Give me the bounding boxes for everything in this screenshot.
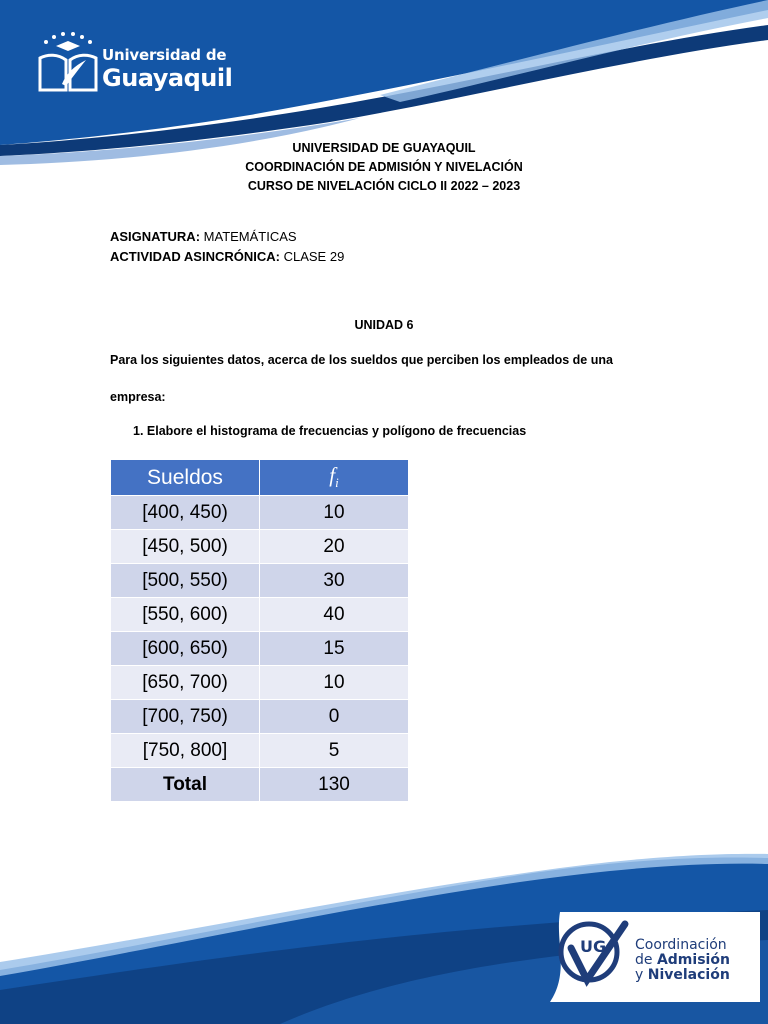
subject-label: ASIGNATURA: (110, 229, 201, 244)
document-header (0, 139, 768, 196)
logo-text-line2: Guayaquil (102, 64, 233, 92)
logo-text-line1: Universidad de (102, 46, 227, 64)
header-frequency-sub: i (335, 475, 339, 491)
frequency-cell: 10 (260, 496, 409, 530)
frequency-cell: 40 (260, 598, 409, 632)
total-label: Total (111, 768, 260, 802)
coordination-line3-bold: Nivelación (647, 967, 730, 983)
subject-row (110, 227, 344, 247)
instruction-line1: Para los siguientes datos, acerca de los sueldos que perciben los empleados de una (110, 353, 613, 367)
activity-value: CLASE 29 (283, 249, 345, 264)
table-row (111, 734, 409, 768)
table-row (111, 496, 409, 530)
header-university: UNIVERSIDAD DE GUAYAQUIL (292, 141, 476, 155)
total-value: 130 (260, 768, 409, 802)
interval-cell: [550, 600) (111, 598, 260, 632)
table-row (111, 564, 409, 598)
interval-cell: [700, 750) (111, 700, 260, 734)
shield-book-icon (36, 30, 100, 96)
activity-row (110, 247, 344, 267)
frequency-cell: 20 (260, 530, 409, 564)
subject-info (110, 227, 344, 267)
coordination-line2-bold: Admisión (656, 952, 730, 968)
table-row (111, 530, 409, 564)
header-coordination: COORDINACIÓN DE ADMISIÓN Y NIVELACIÓN (245, 160, 523, 174)
interval-cell: [500, 550) (111, 564, 260, 598)
coordination-line3-prefix: y (635, 967, 648, 983)
header-frequency-main: f (329, 463, 336, 488)
frequency-table (110, 459, 409, 802)
instruction-line2: empresa: (110, 390, 166, 404)
frequency-cell: 0 (260, 700, 409, 734)
interval-cell: [600, 650) (111, 632, 260, 666)
table-header-row (111, 460, 409, 496)
table-row (111, 632, 409, 666)
frequency-cell: 5 (260, 734, 409, 768)
ug-checkmark-icon (555, 918, 633, 994)
university-logo (36, 30, 236, 100)
coordination-line3 (635, 968, 730, 983)
table-row (111, 700, 409, 734)
activity-label: ACTIVIDAD ASINCRÓNICA: (110, 249, 280, 264)
frequency-cell: 10 (260, 666, 409, 700)
frequency-cell: 15 (260, 632, 409, 666)
interval-cell: [450, 500) (111, 530, 260, 564)
header-course: CURSO DE NIVELACIÓN CICLO II 2022 – 2023 (247, 179, 521, 193)
coordination-line2 (635, 953, 730, 968)
header-frequency (260, 460, 409, 496)
table-row (111, 598, 409, 632)
coordination-logo (555, 918, 755, 998)
frequency-cell: 30 (260, 564, 409, 598)
table-row (111, 666, 409, 700)
subject-value: MATEMÁTICAS (203, 229, 297, 244)
coordination-line1: Coordinación (635, 937, 727, 953)
interval-cell: [650, 700) (111, 666, 260, 700)
interval-cell: [400, 450) (111, 496, 260, 530)
interval-cell: [750, 800] (111, 734, 260, 768)
header-sueldos: Sueldos (111, 460, 260, 496)
unit-title: UNIDAD 6 (354, 318, 414, 332)
svg-text:UG: UG (580, 937, 607, 956)
table-total-row (111, 768, 409, 802)
coordination-line2-prefix: de (635, 952, 657, 968)
task-item: 1. Elabore el histograma de frecuencias y polígono de frecuencias (133, 424, 527, 438)
